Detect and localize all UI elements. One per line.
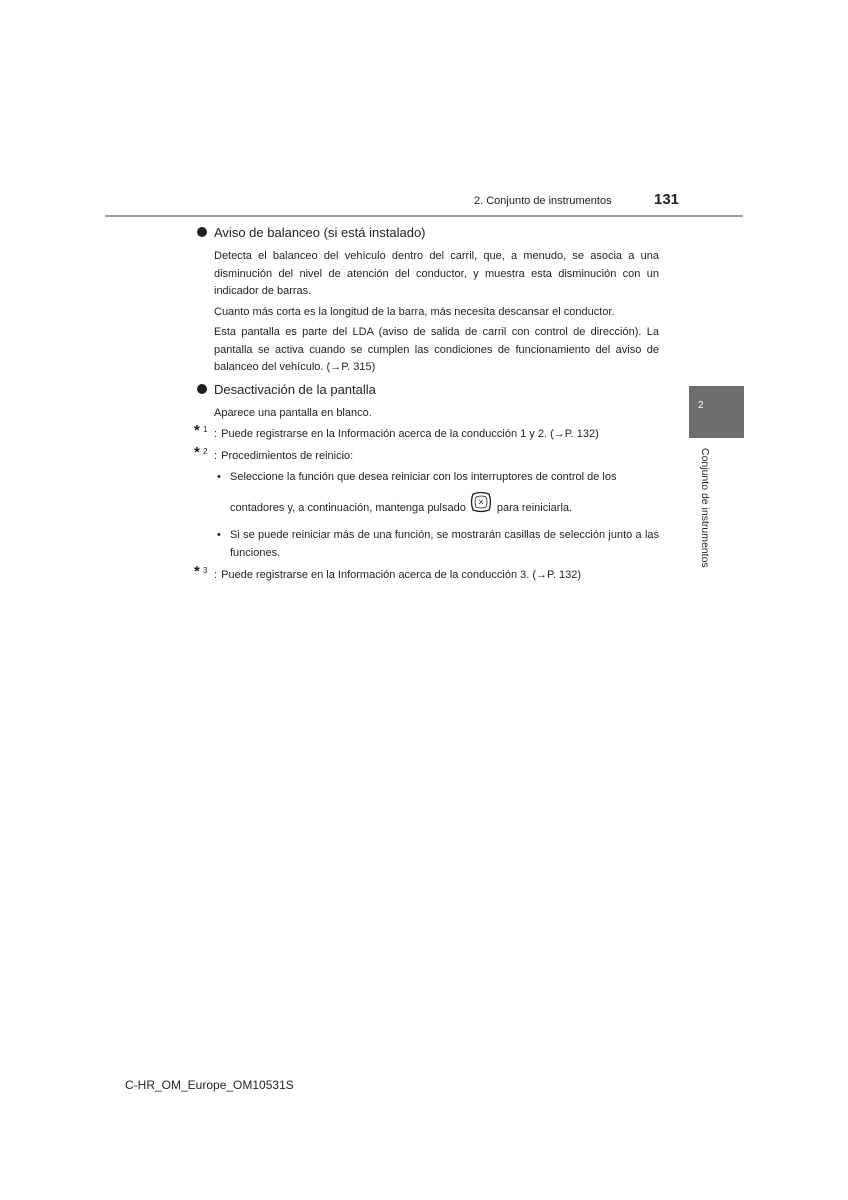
footnote-number: 3 (203, 566, 208, 575)
footnote-2: * 2 : Procedimientos de reinicio: (194, 443, 354, 462)
reset-step-1: • Seleccione la función que desea reiniciar con los interruptores de control de los contadores y, a continuación, mantenga pulsado para reiniciarla. (230, 469, 659, 523)
paragraph: Esta pantalla es parte del LDA (aviso de salida de carril con control de dirección). La pantalla se activa cuando se cumplen las condiciones de funcionamiento del aviso de balanceo del vehículo. (→P. 315) (214, 326, 659, 373)
section-heading-sway-warning: Aviso de balanceo (si está instalado) (197, 224, 659, 241)
section-heading-display-off: Desactivación de la pantalla (197, 381, 659, 398)
asterisk-mark: * (194, 443, 200, 461)
footnote-1: * 1 : Puede registrarse en la Información acerca de la conducción 1 y 2. (→P. 132) (194, 422, 599, 440)
footnote-3: * 3 : Puede registrarse en la Información acerca de la conducción 3. (→P. 132) (194, 563, 582, 581)
chapter-tab (689, 386, 744, 438)
ok-switch-icon (469, 490, 493, 521)
footnote-number: 1 (203, 425, 208, 434)
paragraph: Aparece una pantalla en blanco. (214, 406, 372, 419)
footnote-text: Puede registrarse en la Información acerca de la conducción 1 y 2. (→P. 132) (221, 428, 599, 440)
asterisk-mark: * (194, 563, 200, 580)
paragraph: Cuanto más corta es la longitud de la barra, más necesita descansar el conductor. (214, 305, 615, 318)
asterisk-mark: * (194, 422, 200, 439)
paragraph: Detecta el balanceo del vehículo dentro del carril, que, a menudo, se asocia a una disminución del nivel de atención del conductor, y muestra esta disminución con un indicador de barras. (214, 250, 659, 297)
footnote-number: 2 (203, 446, 208, 456)
footnote-text: Puede registrarse en la Información acerca de la conducción 3. (→P. 132) (221, 569, 582, 581)
reset-step-2: • Si se puede reiniciar más de una función, se mostrarán casillas de selección junto a las funciones. (217, 529, 659, 559)
main-content (194, 224, 659, 589)
header-rule (105, 215, 743, 217)
section-title: 2. Conjunto de instrumentos (474, 195, 612, 207)
footnote-text: Procedimientos de reinicio: (221, 449, 354, 462)
bullet-dot: • (217, 471, 221, 483)
bullet-dot: • (217, 529, 221, 541)
bullet-circle-icon (197, 384, 207, 394)
chapter-side-label: Conjunto de instrumentos (699, 448, 711, 568)
chapter-tab-number: 2 (698, 400, 704, 411)
page-number: 131 (654, 191, 680, 208)
bullet-circle-icon (197, 227, 207, 237)
footer-document-code: C-HR_OM_Europe_OM10531S (125, 1078, 294, 1092)
